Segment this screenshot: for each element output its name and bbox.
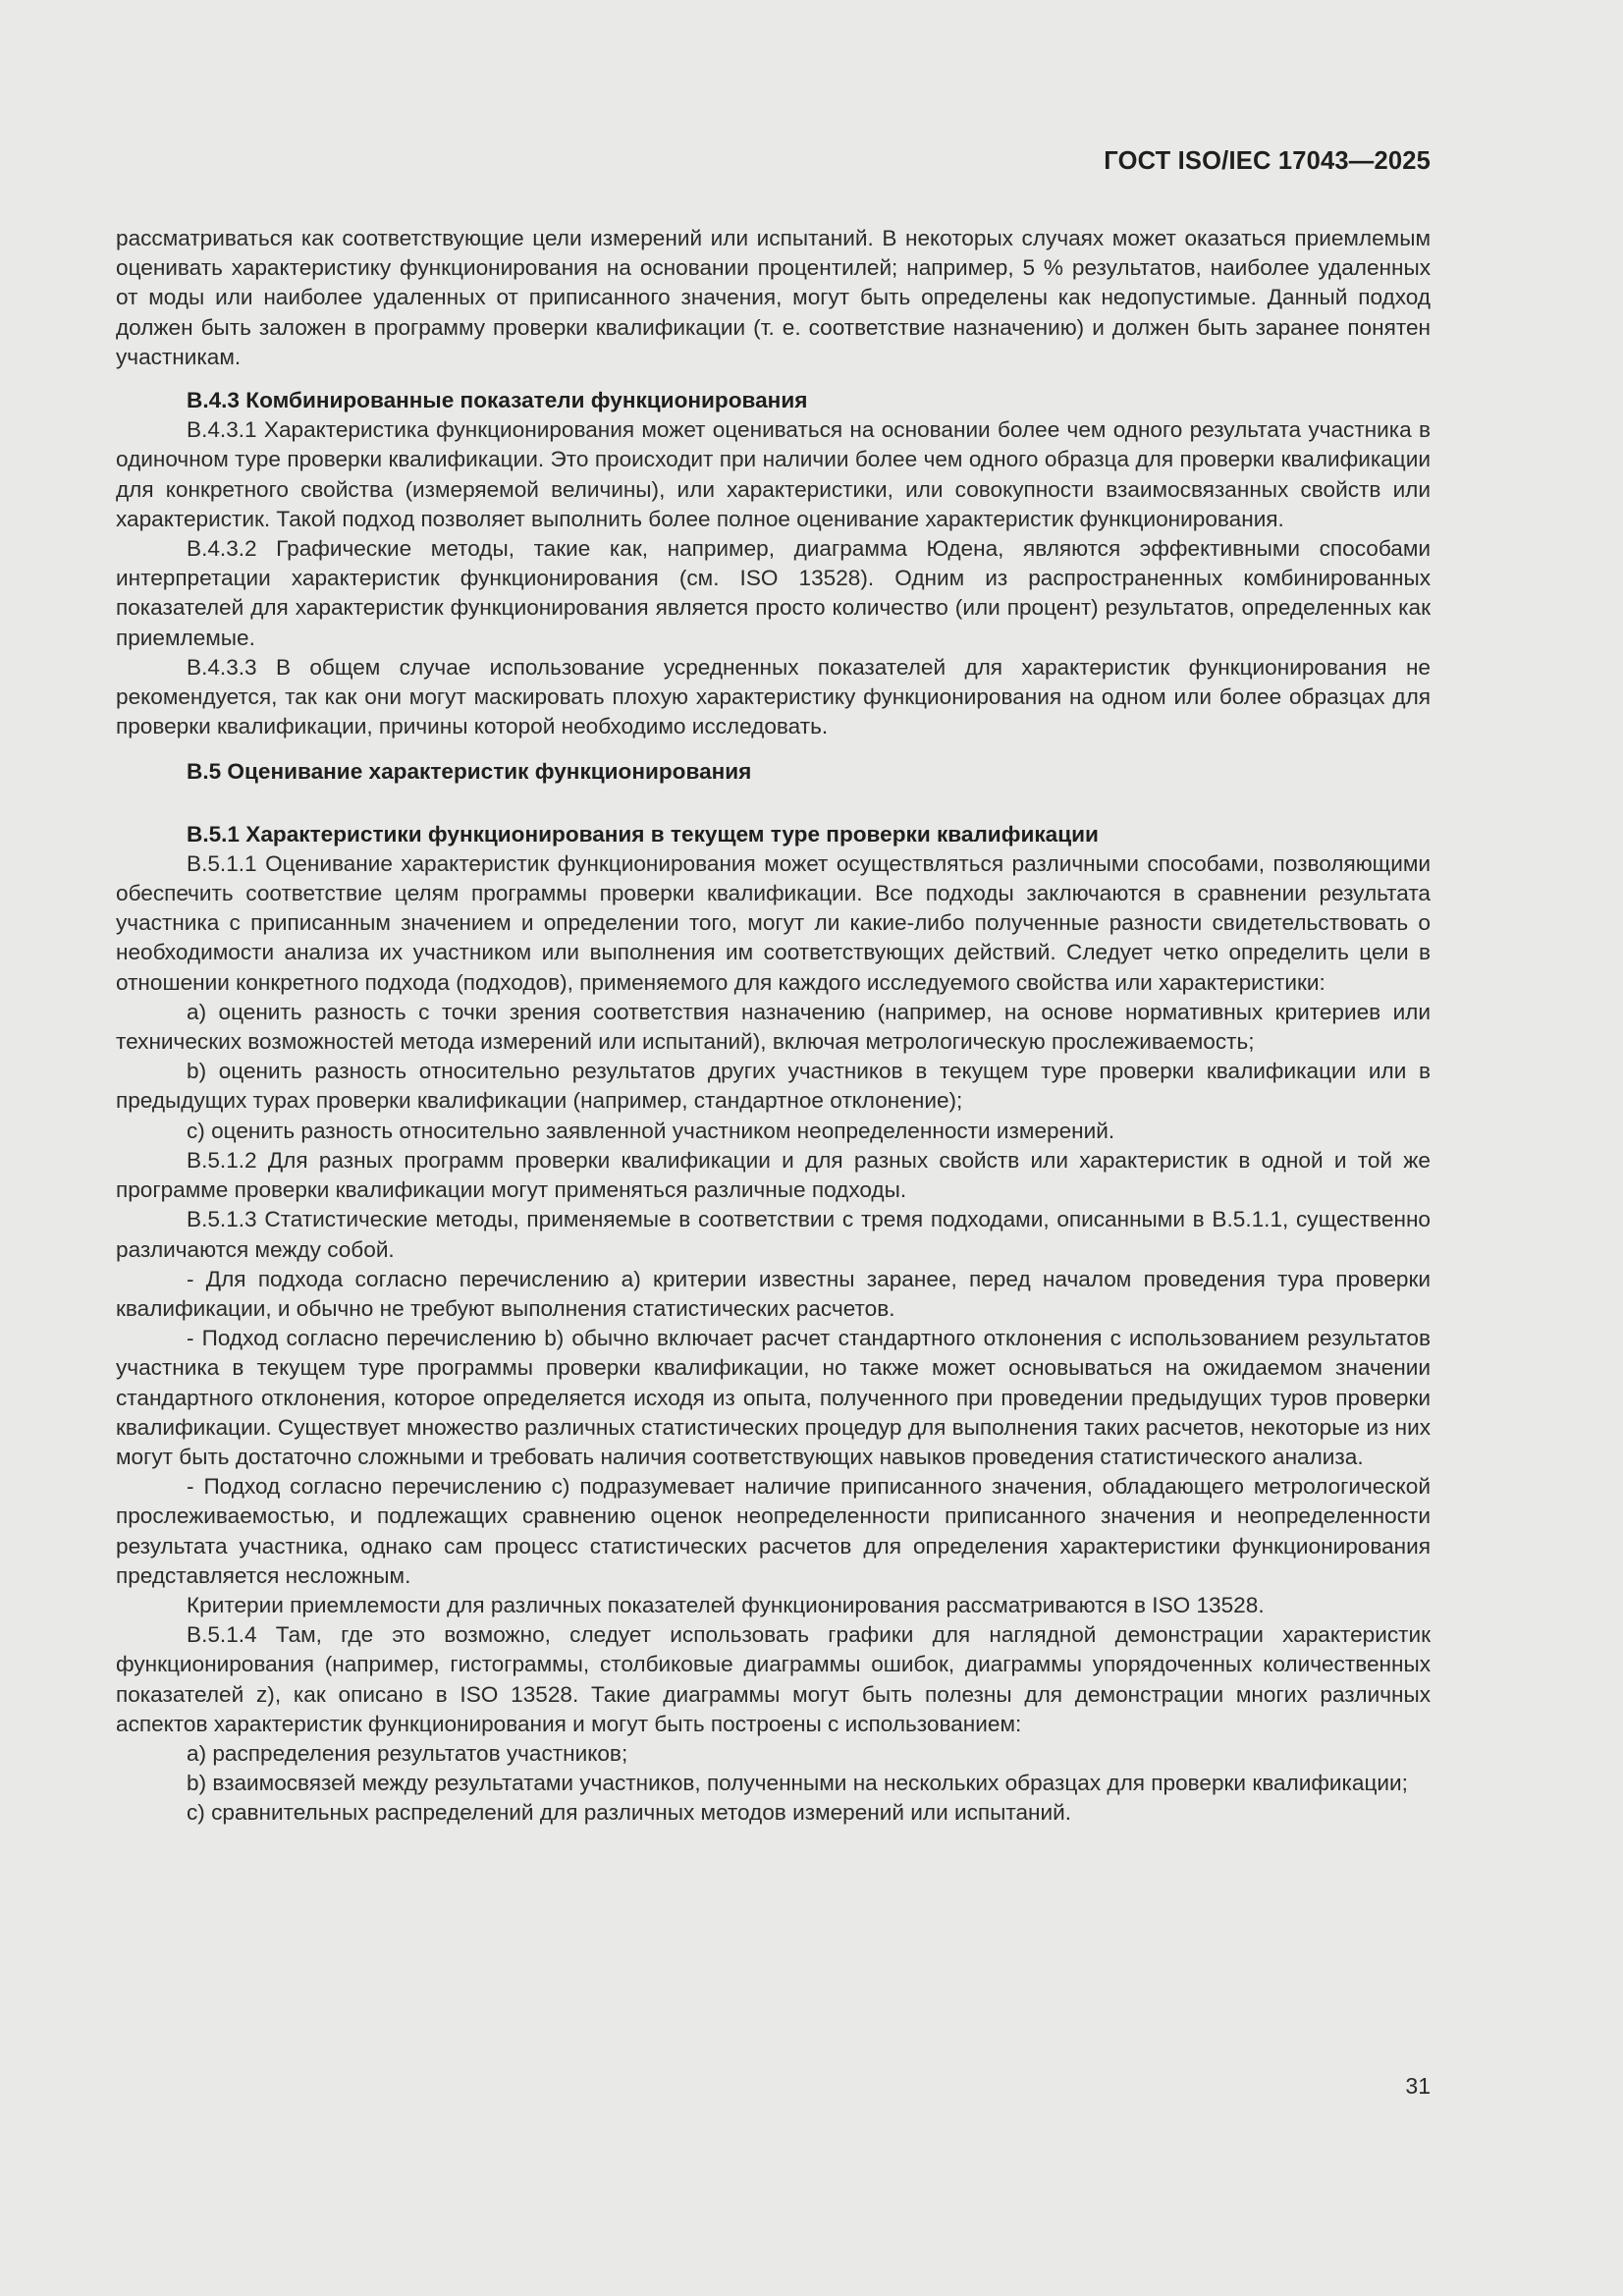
- document-code-header: ГОСТ ISO/IEC 17043—2025: [1104, 147, 1431, 175]
- section-heading-b51: В.5.1 Характеристики функционирования в текущем туре проверки квалификации: [187, 821, 1099, 847]
- section-heading-b5: В.5 Оценивание характеристик функционирования: [187, 759, 752, 785]
- paragraph-b513: В.5.1.3 Статистические методы, применяемые в соответствии с тремя подходами, описанными в В.5.1.1, существенно различаются между собой.: [116, 1207, 1431, 1262]
- paragraph-b433: В.4.3.3 В общем случае использование усредненных показателей для характеристик функционирования не рекомендуется, так как они могут маскировать плохую характеристику функционирования на одном или более образцах для проверки квалификации, причины которой необходимо исследовать.: [116, 654, 1431, 739]
- paragraph-continuation: рассматриваться как соответствующие цели измерений или испытаний. В некоторых случаях может оказаться приемлемым оценивать характеристику функционирования на основании процентилей; например, 5 % результатов, наиболее удаленных от моды или наиболее удаленных от приписанного значения, могут быть определены как недопустимые. Данный подход должен быть заложен в программу проверки квалификации (т. е. соответствие назначению) и должен быть заранее понятен участникам.: [116, 226, 1431, 369]
- document-body: [116, 224, 1431, 1829]
- paragraph-b514: В.5.1.4 Там, где это возможно, следует использовать графики для наглядной демонстрации характеристик функционирования (например, гистограммы, столбиковые диаграммы ошибок, диаграммы упорядоченных количественных показателей z), как описано в ISO 13528. Такие диаграммы могут быть полезны для демонстрации многих различных аспектов характеристик функционирования и могут быть построены с использованием:: [116, 1622, 1431, 1736]
- list-item-a: a) оценить разность с точки зрения соответствия назначению (например, на основе нормативных критериев или технических возможностей метода измерений или испытаний), включая метрологическую прослеживаемость;: [116, 999, 1431, 1055]
- paragraph-b511: В.5.1.1 Оценивание характеристик функционирования может осуществляться различными способами, позволяющими обеспечить соответствие целям программы проверки квалификации. Все подходы заключаются в сравнении результата участника с приписанным значением и определении того, могут ли какие-либо полученные разности свидетельствовать о необходимости анализа их участником или выполнения им соответствующих действий. Следует четко определить цели в отношении конкретного подхода (подходов), применяемого для каждого исследуемого свойства или характеристики:: [116, 850, 1431, 995]
- paragraph-b431: В.4.3.1 Характеристика функционирования может оцениваться на основании более чем одного результата участника в одиночном туре проверки квалификации. Это происходит при наличии более чем одного образца для проверки квалификации для конкретного свойства (измеряемой величины), или характеристики, или совокупности взаимосвязанных свойств или характеристик. Такой подход позволяет выполнить более полное оценивание характеристик функционирования.: [116, 417, 1431, 531]
- list-item-a-distribution: a) распределения результатов участников;: [187, 1740, 628, 1766]
- paragraph-b512: В.5.1.2 Для разных программ проверки квалификации и для разных свойств или характеристик в одной и той же программе проверки квалификации могут применяться различные подходы.: [116, 1147, 1431, 1203]
- dash-item-approach-c: - Подход согласно перечислению c) подразумевает наличие приписанного значения, обладающего метрологической прослеживаемостью, и подлежащих сравнению оценок неопределенности приписанного значения и неопределенности результата участника, однако сам процесс статистических расчетов для определения характеристики функционирования представляется несложным.: [116, 1474, 1431, 1588]
- list-item-b: b) оценить разность относительно результатов других участников в текущем туре проверки квалификации или в предыдущих турах проверки квалификации (например, стандартное отклонение);: [116, 1059, 1431, 1114]
- paragraph-b432: В.4.3.2 Графические методы, такие как, например, диаграмма Юдена, являются эффективными способами интерпретации характеристик функционирования (см. ISO 13528). Одним из распространенных комбинированных показателей для характеристик функционирования является просто количество (или процент) результатов, определенных как приемлемые.: [116, 536, 1431, 650]
- list-item-c: c) оценить разность относительно заявленной участником неопределенности измерений.: [187, 1118, 1115, 1143]
- dash-item-approach-b: - Подход согласно перечислению b) обычно включает расчет стандартного отклонения с использованием результатов участника в текущем туре программы проверки квалификации, но также может основываться на ожидаемом значении стандартного отклонения, которое определяется исходя из опыта, полученного при проведении предыдущих туров проверки квалификации. Существует множество различных статистических процедур для выполнения таких расчетов, некоторые из них могут быть достаточно сложными и требовать наличия соответствующих навыков проведения статистического анализа.: [116, 1326, 1431, 1469]
- list-item-b-relationships: b) взаимосвязей между результатами участников, полученными на нескольких образцах для проверки квалификации;: [187, 1771, 1408, 1796]
- list-item-c-comparative: c) сравнительных распределений для различных методов измерений или испытаний.: [187, 1800, 1072, 1826]
- page-number: 31: [1405, 2073, 1431, 2099]
- dash-item-approach-a: - Для подхода согласно перечислению а) критерии известны заранее, перед началом проведения тура проверки квалификации, и обычно не требуют выполнения статистических расчетов.: [116, 1266, 1431, 1321]
- paragraph-acceptance-criteria: Критерии приемлемости для различных показателей функционирования рассматриваются в ISO 13528.: [187, 1592, 1265, 1617]
- section-heading-b43: В.4.3 Комбинированные показатели функционирования: [187, 388, 808, 413]
